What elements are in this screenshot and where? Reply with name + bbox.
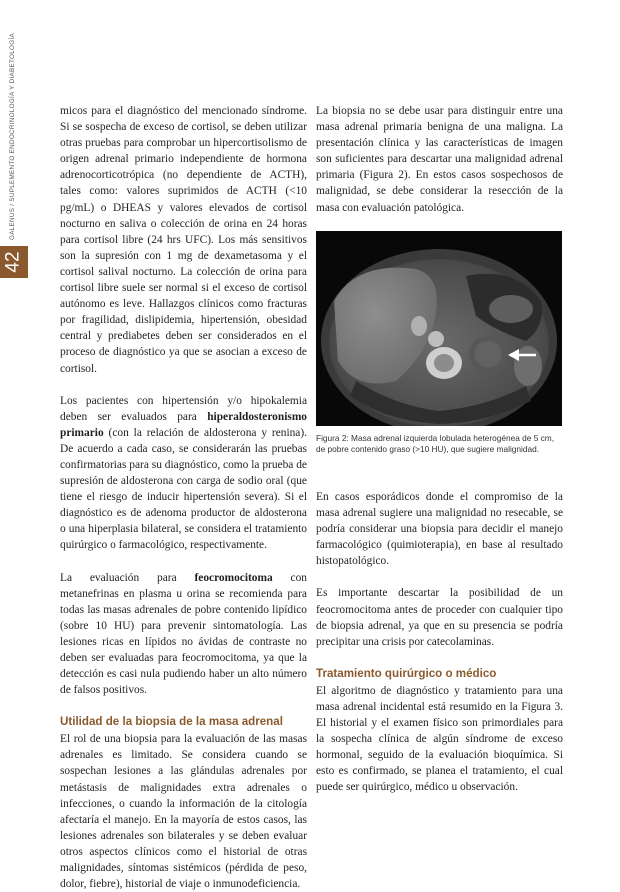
right-column-bottom bbox=[316, 489, 563, 812]
left-column bbox=[60, 103, 307, 892]
ct-scan-image bbox=[316, 231, 562, 426]
pancreas-calcification bbox=[411, 316, 427, 336]
aorta bbox=[428, 331, 444, 347]
left-paragraph-4: El rol de una biopsia para la evaluación de las masas adrenales es limitado. Se considera cuando se sospechan lesiones a las glándulas adrenales por metástasis de malignidades extra adrenales o infecciones, o cuando la información de la citología afectaría el manejo. En la mayoría de estos casos, las lesiones adrenales son bilaterales y se deben evaluar otros aspectos clínicos como el historial de otras malignidades, síntomas sistémicos (pérdida de peso, dolor, fiebre), historial de viaje o inmunodeficiencia. bbox=[60, 733, 307, 891]
running-head bbox=[9, 30, 21, 240]
right-column-top bbox=[316, 103, 563, 232]
term-hiperaldosteronismo: hiperaldosteronismo primario bbox=[60, 410, 307, 439]
running-head-text: GALENUS / SUPLEMENTO ENDOCRINOLOGÍA Y DIABETOLOGÍA bbox=[9, 33, 16, 240]
section-heading-tratamiento: Tratamiento quirúrgico o médico bbox=[316, 666, 497, 680]
left-paragraph-3: La evaluación para feocromocitoma con metanefrinas en plasma u orina se recomienda para todas las masas adrenales de pobre contenido lipídico (sobre 10 HU) para prevenir sintomatología. Las lesiones ricas en lípidos no ávidas de contraste no deben ser evaluadas para feocromocitoma, ya que la detección es casi nula pudiendo haber un alto número de falsos positivos. bbox=[60, 571, 307, 697]
term-feocromocitoma: feocromocitoma bbox=[194, 571, 273, 584]
right-paragraph-2: En casos esporádicos donde el compromiso de la masa adrenal sugiere una malignidad no resecable, se podría considerar una biopsia para decidir el manejo farmacológico (quimioterapia), en base al resultado histopatológico. bbox=[316, 491, 563, 568]
ct-scan-figure bbox=[316, 231, 562, 426]
section-heading-biopsia: Utilidad de la biopsia de la masa adrenal bbox=[60, 715, 283, 729]
right-paragraph-3: Es importante descartar la posibilidad de un feocromocitoma antes de proceder con cualquier tipo de biopsia adrenal, ya que en su presencia se podría precipitar una crisis por catecolaminas. bbox=[316, 587, 563, 648]
right-paragraph-4: El algoritmo de diagnóstico y tratamiento para una masa adrenal incidental está resumido en la Figura 3. El historial y el examen físico son primordiales para la sospecha clínica de algún síndrome de exceso hormonal, seguido de la evaluación bioquímica. Si esto es confirmado, se planea el tratamiento, el cual puede ser quirúrgico, médico u observación. bbox=[316, 684, 563, 794]
left-paragraph-2: Los pacientes con hipertensión y/o hipokalemia deben ser evaluados para hiperaldosteronismo primario (con la relación de aldosterona y renina). De acuerdo a cada caso, se considerarán las pruebas confirmatorias para su diagnóstico, como la prueba de supresión de aldosterona con carga de sodio oral (que tiene el riesgo de inducir hipertensión severa). Si el diagnóstico es de adenoma productor de aldosterona o una hiperplasia bilateral, se considera el tratamiento quirúrgico o farmacológico, respectivamente. bbox=[60, 394, 307, 552]
right-paragraph-1: La biopsia no se debe usar para distinguir entre una masa adrenal primaria benigna de una maligna. La presentación clínica y las características de imagen son suficientes para descartar una malignidad adrenal primaria (Figura 2). En estos casos sospechosos de malignidad, se debe considerar la resección de la masa con evaluación patológica. bbox=[316, 105, 563, 214]
page-number: 42 bbox=[2, 251, 24, 273]
figure-caption: Figura 2: Masa adrenal izquierda lobulada heterogénea de 5 cm, de pobre contenido graso (>10 HU), que sugiere malignidad. bbox=[316, 433, 554, 454]
left-paragraph-1: micos para el diagnóstico del mencionado síndrome. Si se sospecha de exceso de cortisol, se deben utilizar otras pruebas para comprobar un hipercortisolismo de origen adrenal primario independiente de hormona adrenocorticotrópica (no dependiente de ACTH), tales como: valores suprimidos de ACTH (<10 pg/mL) o DHEAS y valores elevados de cortisol nocturno en saliva o colección de orina en 24 horas para cortisol libre (24 hrs UFC). Los más sensitivos son la supresión con 1 mg de dexametasoma y el cortisol salival nocturno. La colección de orina para cortisol libre suele ser normal si el exceso de cortisol autónomo es leve. Hallazgos clínicos como fracturas por fragilidad, dislipidemia, hipertensión, obesidad central y prediabetes deben ser considerados en el proceso de diagnóstico ya que se asocian a exceso de cortisol. bbox=[60, 105, 307, 375]
